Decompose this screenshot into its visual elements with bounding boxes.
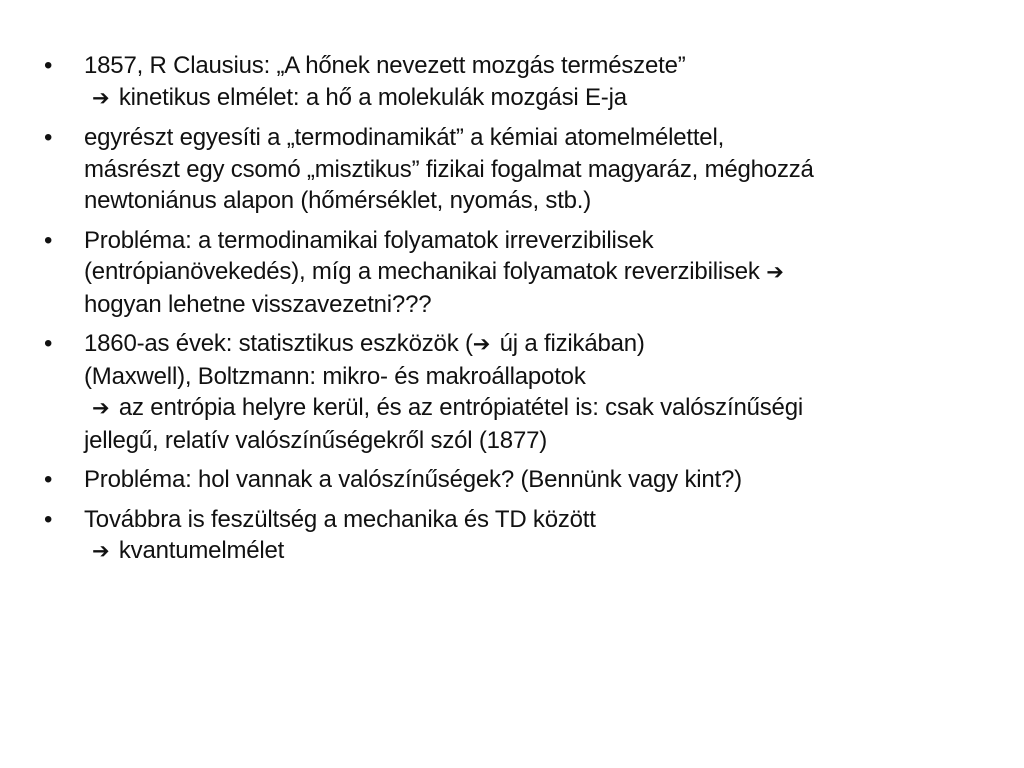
item-text: 1857, R Clausius: „A hőnek nevezett mozgás természete” — [84, 52, 686, 79]
item-text: hogyan lehetne visszavezetni??? — [84, 290, 432, 318]
arrow-icon: ➔ — [92, 539, 110, 563]
item-text-fragment: új a fizikában) — [499, 330, 645, 357]
item-text: newtoniánus alapon (hőmérséklet, nyomás, stb.) — [84, 187, 592, 214]
item-text-fragment: (entrópianövekedés), míg a mechanikai folyamatok reverzibilisek — [84, 258, 760, 285]
bullet-marker: • — [44, 330, 53, 357]
bullet-marker: • — [44, 505, 53, 533]
arrow-icon: ➔ — [472, 332, 491, 356]
arrow-icon: ➔ — [92, 396, 110, 420]
bullet-marker: • — [44, 52, 53, 79]
arrow-icon: ➔ — [92, 85, 110, 110]
bullet-item-irreversibility — [44, 225, 974, 321]
item-text: (Maxwell), Boltzmann: mikro- és makroállapotok — [84, 362, 586, 390]
bullet-marker: • — [44, 226, 53, 254]
item-text-fragment: kinetikus elmélet: a hő a molekulák mozgási E-ja — [118, 83, 627, 111]
bullet-marker: • — [44, 124, 53, 151]
item-text: egyrészt egyesíti a „termodinamikát” a kémiai atomelmélettel, — [84, 124, 725, 151]
item-text — [84, 392, 974, 425]
item-text: másrészt egy csomó „misztikus” fizikai fogalmat magyaráz, méghozzá — [84, 155, 814, 183]
arrow-icon: ➔ — [766, 260, 784, 284]
item-text: Továbbra is feszültség a mechanika és TD között — [84, 505, 596, 533]
bullet-list — [44, 50, 974, 568]
item-text — [84, 535, 974, 568]
bullet-item-clausius — [44, 50, 974, 114]
bullet-item-unification — [44, 122, 974, 217]
item-text: Probléma: hol vannak a valószínűségek? (Bennünk vagy kint?) — [84, 466, 742, 493]
item-text — [84, 256, 974, 289]
item-text-fragment: az entrópia helyre kerül, és az entrópiatétel is: csak valószínűségi — [118, 394, 803, 421]
bullet-marker: • — [44, 466, 53, 493]
item-text — [84, 82, 974, 115]
item-text — [84, 328, 974, 361]
item-text-fragment: 1860-as évek: statisztikus eszközök ( — [84, 330, 473, 357]
item-text: Probléma: a termodinamikai folyamatok irreverzibilisek — [84, 226, 654, 254]
bullet-item-tension — [44, 504, 974, 568]
item-text-fragment: kvantumelmélet — [118, 537, 285, 564]
item-text: jellegű, relatív valószínűségekről szól (1877) — [84, 426, 548, 454]
bullet-item-statistics — [44, 328, 974, 456]
bullet-item-probability — [44, 464, 974, 496]
